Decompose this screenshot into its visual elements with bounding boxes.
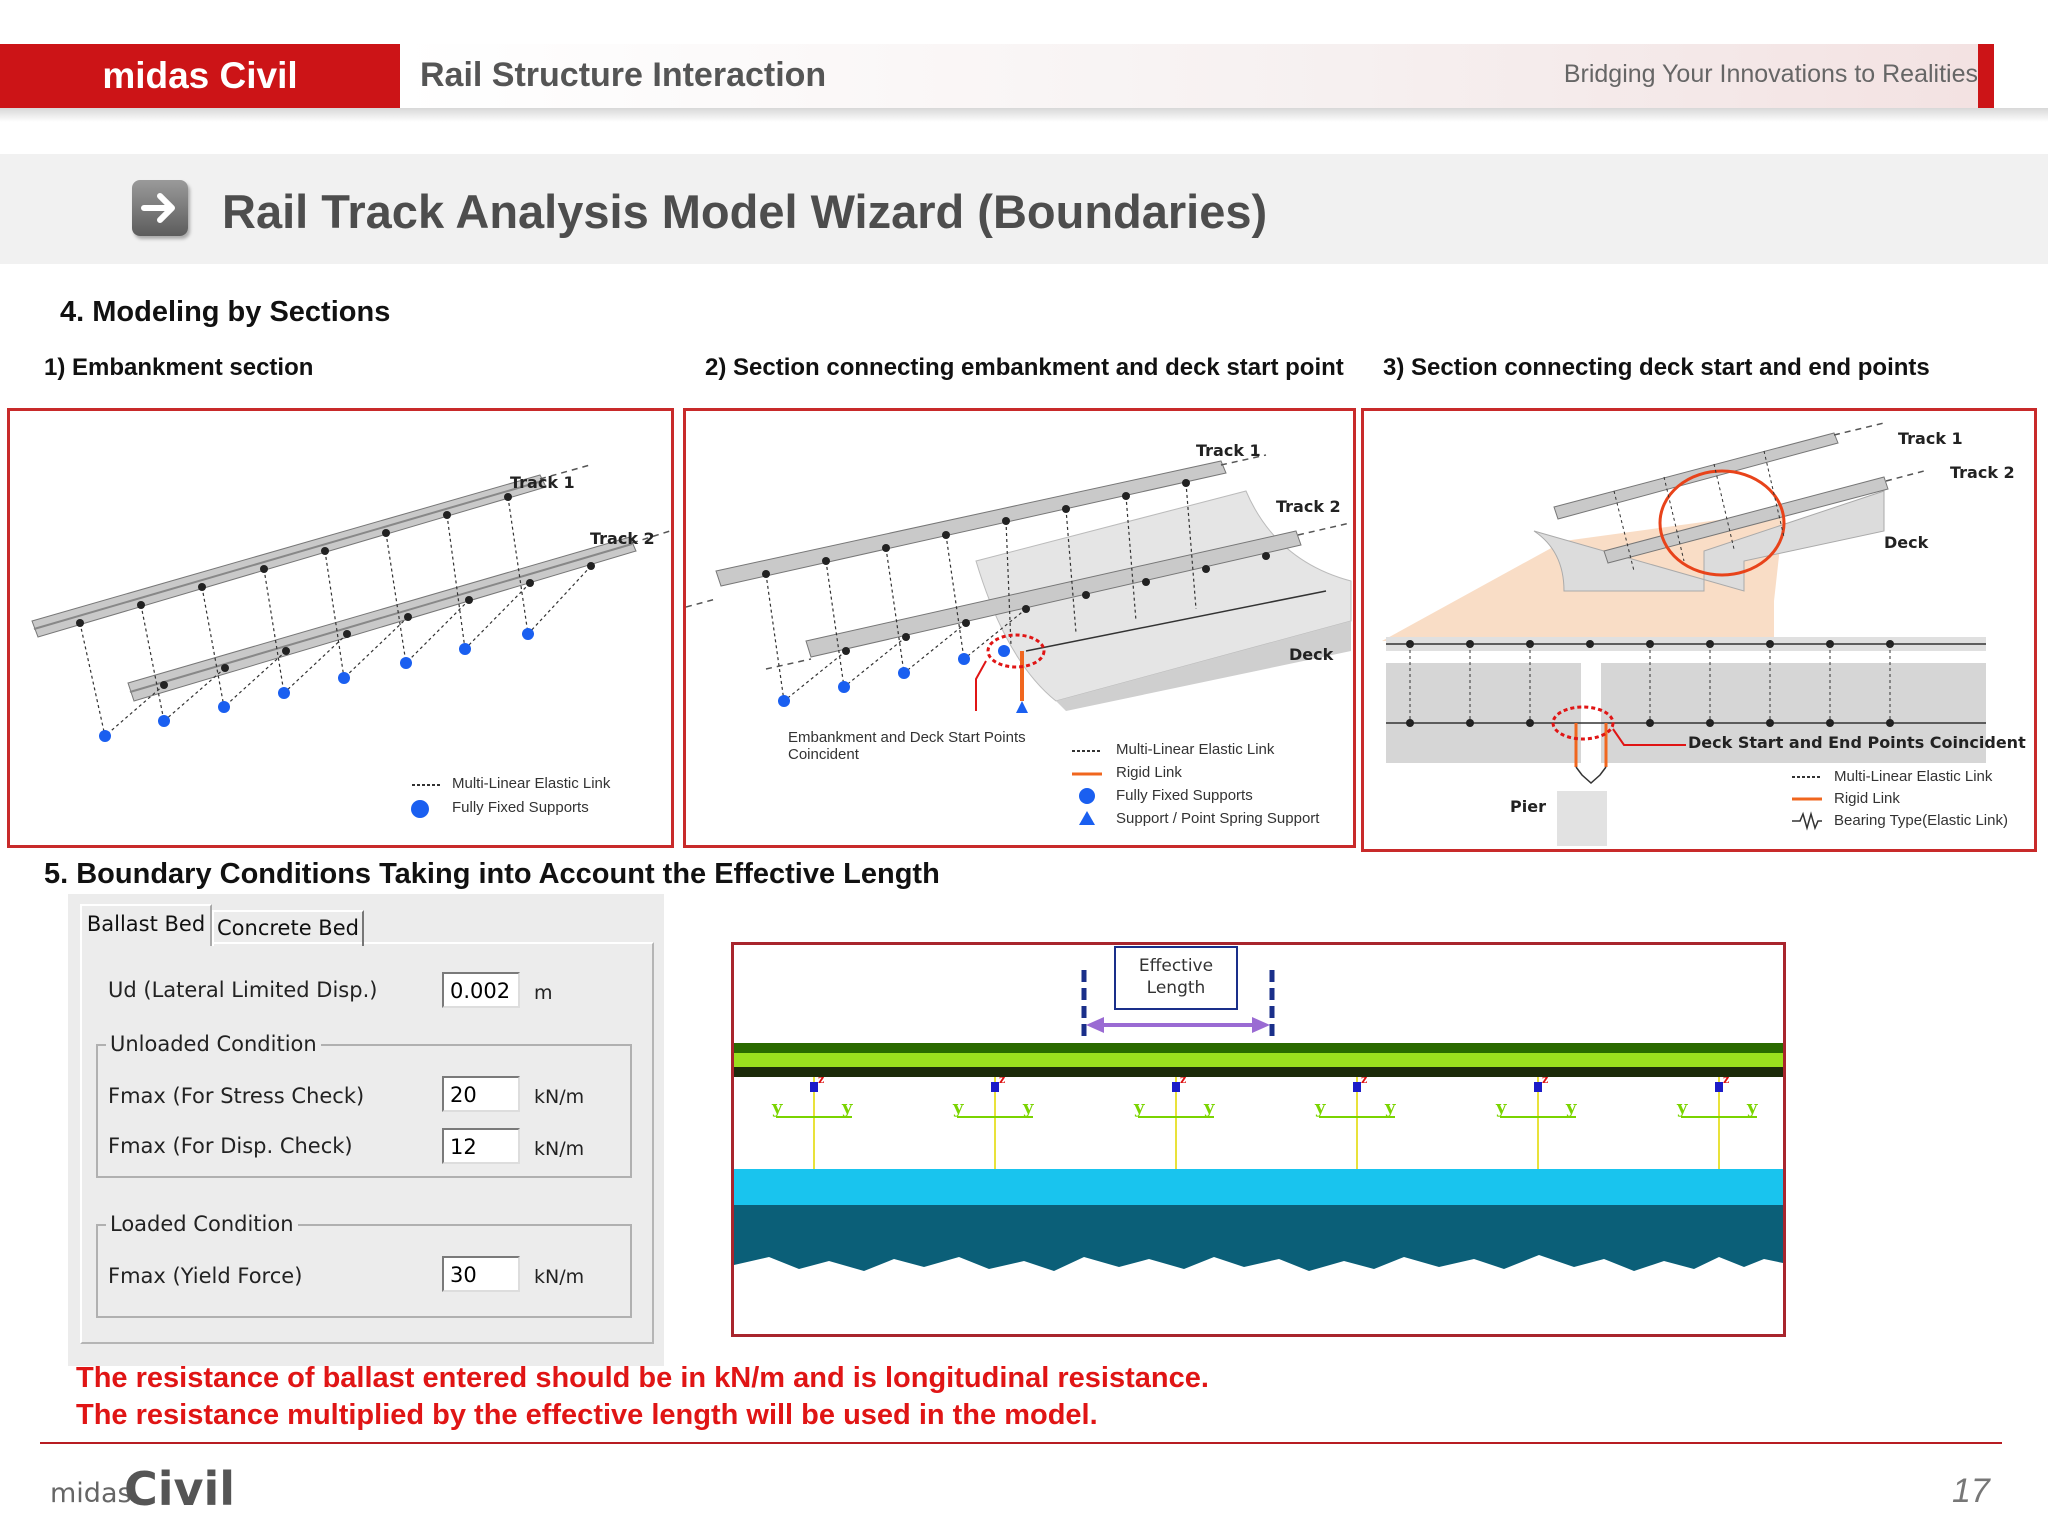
fmax-yield-unit: kN/m (534, 1266, 585, 1288)
axis-y-label: y (1204, 1097, 1215, 1118)
footer-brand-small: midas (50, 1478, 132, 1509)
panel2-track1: Track 1 (1196, 441, 1261, 460)
section4-heading: 4. Modeling by Sections (60, 296, 391, 328)
fmax-disp-input[interactable]: 12 (442, 1128, 520, 1164)
panel3-pier: Pier (1510, 797, 1546, 816)
axis-y-label: y (1566, 1097, 1577, 1118)
effective-length-label-1: Effective (1138, 956, 1214, 976)
legend-fixed-support: Fully Fixed Supports (1116, 787, 1253, 804)
unloaded-title: Unloaded Condition (106, 1032, 321, 1056)
axis-z-label: z (1180, 1073, 1187, 1086)
axis-y-label: y (953, 1097, 964, 1118)
axis-y-label: y (1134, 1097, 1145, 1118)
deck-start-end-panel (1361, 408, 2037, 852)
fmax-yield-input[interactable]: 30 (442, 1256, 520, 1292)
header-title: Rail Structure Interaction (420, 56, 827, 94)
panel2-deck: Deck (1289, 645, 1334, 664)
fmax-stress-label: Fmax (For Stress Check) (108, 1084, 365, 1108)
legend-elastic-link: Multi-Linear Elastic Link (452, 775, 611, 792)
fmax-stress-unit: kN/m (534, 1086, 585, 1108)
note-line-2: The resistance multiplied by the effective length will be used in the model. (76, 1399, 1098, 1431)
footer-divider (40, 1442, 2002, 1444)
embankment-deck-diagram (686, 411, 1353, 845)
axis-z-label: z (999, 1073, 1006, 1086)
fmax-stress-input[interactable]: 20 (442, 1076, 520, 1112)
axis-y-label: y (1677, 1097, 1688, 1118)
footer-brand-big: Civil (124, 1462, 236, 1516)
embankment-deck-panel (683, 408, 1356, 848)
ud-label: Ud (Lateral Limited Disp.) (108, 978, 378, 1002)
header-shadow (0, 108, 2048, 122)
panel2-track2: Track 2 (1276, 497, 1341, 516)
legend-elastic-link: Multi-Linear Elastic Link (1834, 768, 1993, 785)
panel2-coincident-note: Embankment and Deck Start Points Coincident (788, 729, 1026, 763)
axis-y-label: y (772, 1097, 783, 1118)
fmax-yield-label: Fmax (Yield Force) (108, 1264, 303, 1288)
tab-concrete-bed[interactable]: Concrete Bed (212, 910, 364, 946)
axis-y-label: y (1385, 1097, 1396, 1118)
page-title: Rail Track Analysis Model Wizard (Boundaries) (222, 185, 1268, 238)
axis-z-label: z (1542, 1073, 1549, 1086)
section5-heading: 5. Boundary Conditions Taking into Account the Effective Length (44, 858, 940, 890)
effective-length-diagram (734, 945, 1783, 1334)
arrow-right-icon (132, 180, 188, 236)
axis-z-label: z (1723, 1073, 1730, 1086)
panel1-caption: 1) Embankment section (44, 354, 314, 381)
axis-z-label: z (818, 1073, 825, 1086)
panel1-track1: Track 1 (510, 473, 575, 492)
panel3-coincident-note: Deck Start and End Points Coincident (1688, 733, 2026, 752)
axis-y-label: y (1747, 1097, 1758, 1118)
panel3-track2: Track 2 (1950, 463, 2015, 482)
axis-y-label: y (1496, 1097, 1507, 1118)
ud-unit: m (534, 982, 553, 1004)
panel3-caption: 3) Section connecting deck start and end points (1383, 354, 1930, 381)
legend-spring-support: Support / Point Spring Support (1116, 810, 1320, 827)
effective-length-panel (731, 942, 1786, 1337)
ballast-dialog (68, 894, 664, 1366)
header-brand: midas Civil (0, 44, 400, 108)
page-number: 17 (1952, 1472, 1990, 1510)
ud-input[interactable]: 0.002 (442, 972, 520, 1008)
tab-ballast-bed[interactable]: Ballast Bed (80, 904, 212, 946)
note-line-1: The resistance of ballast entered should be in kN/m and is longitudinal resistance. (76, 1362, 1209, 1394)
legend-bearing-link: Bearing Type(Elastic Link) (1834, 812, 2008, 829)
effective-length-label-2: Length (1146, 978, 1206, 998)
legend-fixed-support: Fully Fixed Supports (452, 799, 589, 816)
fmax-disp-label: Fmax (For Disp. Check) (108, 1134, 353, 1158)
header-accent-bar (1978, 44, 1994, 108)
axis-y-label: y (842, 1097, 853, 1118)
axis-y-label: y (1023, 1097, 1034, 1118)
loaded-title: Loaded Condition (106, 1212, 298, 1236)
panel2-caption: 2) Section connecting embankment and deck start point (705, 354, 1344, 381)
panel3-track1: Track 1 (1898, 429, 1963, 448)
legend-rigid-link: Rigid Link (1834, 790, 1900, 807)
panel3-deck: Deck (1884, 533, 1929, 552)
header-tagline: Bridging Your Innovations to Realities (1563, 60, 1978, 88)
embankment-panel (7, 408, 674, 848)
axis-z-label: z (1361, 1073, 1368, 1086)
legend-rigid-link: Rigid Link (1116, 764, 1182, 781)
axis-y-label: y (1315, 1097, 1326, 1118)
panel1-track2: Track 2 (590, 529, 655, 548)
legend-elastic-link: Multi-Linear Elastic Link (1116, 741, 1275, 758)
fmax-disp-unit: kN/m (534, 1138, 585, 1160)
